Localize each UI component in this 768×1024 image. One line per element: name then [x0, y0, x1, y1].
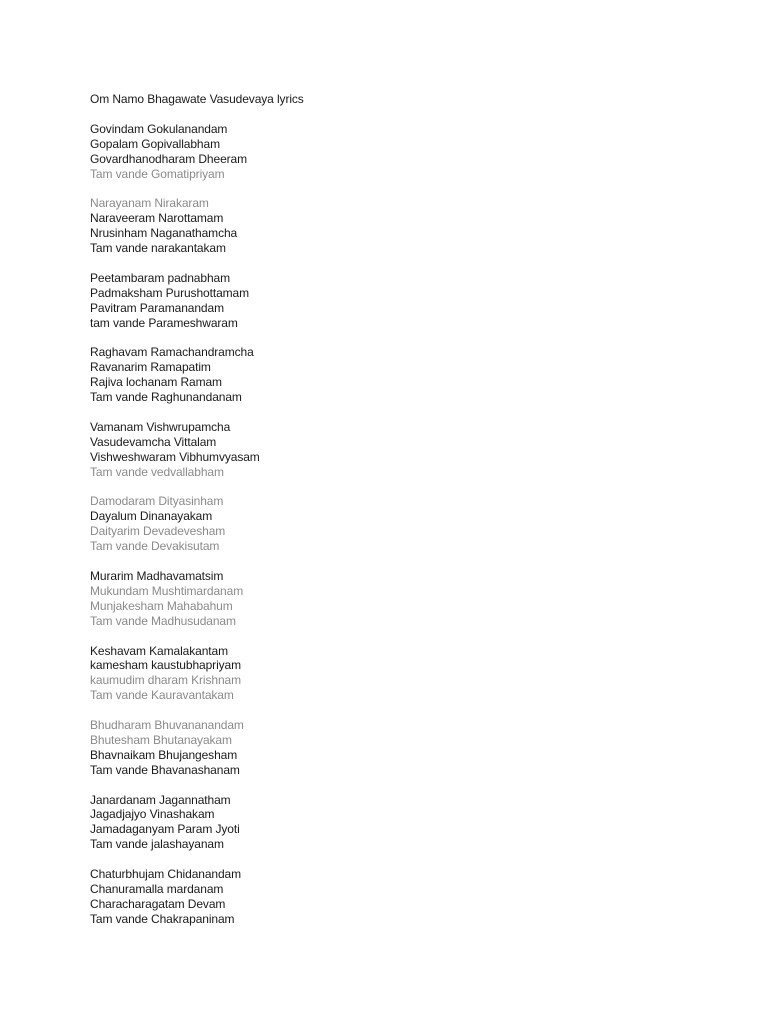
- lyric-line: Ravanarim Ramapatim: [90, 360, 211, 375]
- lyric-line: Tam vande jalashayanam: [90, 837, 224, 852]
- lyric-line: Narayanam Nirakaram: [90, 196, 209, 211]
- lyric-line: Tam vande vedvallabham: [90, 464, 224, 479]
- stanza: [90, 644, 730, 704]
- lyric-line: tam vande Parameshwaram: [90, 315, 238, 330]
- lyric-line: Vishweshwaram Vibhumvyasam: [90, 449, 260, 464]
- lyric-line: Tam vande Bhavanashanam: [90, 762, 240, 777]
- lyric-line: Daityarim Devadevesham: [90, 524, 226, 539]
- lyrics-document: [90, 92, 730, 942]
- lyric-line: Characharagatam Devam: [90, 896, 226, 911]
- lyric-line: Nrusinham Naganathamcha: [90, 226, 238, 241]
- lyric-line: Tam vande Chakrapaninam: [90, 911, 235, 926]
- lyric-line: Mukundam Mushtimardanam: [90, 583, 244, 598]
- lyric-line: Raghavam Ramachandramcha: [90, 345, 254, 360]
- lyric-line: Padmaksham Purushottamam: [90, 285, 250, 300]
- lyric-line: Tam vande Devakisutam: [90, 539, 220, 554]
- lyric-line: Pavitram Paramanandam: [90, 300, 224, 315]
- lyric-line: Tam vande narakantakam: [90, 241, 226, 256]
- stanza: [90, 867, 730, 927]
- lyric-line: Tam vande Kauravantakam: [90, 688, 234, 703]
- lyric-line: Jamadaganyam Param Jyoti: [90, 822, 240, 837]
- stanza: [90, 196, 730, 256]
- stanza: [90, 494, 730, 554]
- lyric-line: Govardhanodharam Dheeram: [90, 151, 248, 166]
- stanza: [90, 345, 730, 405]
- lyric-line: Tam vande Raghunandanam: [90, 390, 242, 405]
- lyric-line: Bhutesham Bhutanayakam: [90, 732, 232, 747]
- lyric-line: Peetambaram padnabham: [90, 270, 230, 285]
- lyric-line: Bhudharam Bhuvananandam: [90, 718, 244, 733]
- lyric-line: Naraveeram Narottamam: [90, 211, 224, 226]
- lyric-line: Chanuramalla mardanam: [90, 881, 224, 896]
- stanza: [90, 793, 730, 853]
- stanza: [90, 420, 730, 480]
- lyric-line: kaumudim dharam Krishnam: [90, 673, 241, 688]
- document-title: Om Namo Bhagawate Vasudevaya lyrics: [90, 92, 304, 106]
- lyric-line: Keshavam Kamalakantam: [90, 643, 228, 658]
- lyric-line: Rajiva lochanam Ramam: [90, 375, 222, 390]
- lyric-line: Govindam Gokulanandam: [90, 121, 228, 136]
- lyric-line: Vasudevamcha Vittalam: [90, 434, 217, 449]
- lyric-line: Dayalum Dinanayakam: [90, 509, 213, 524]
- lyric-line: Gopalam Gopivallabham: [90, 136, 220, 151]
- lyric-line: Janardanam Jagannatham: [90, 792, 231, 807]
- stanza-list: [90, 122, 730, 927]
- lyric-line: Chaturbhujam Chidanandam: [90, 867, 242, 882]
- lyric-line: Jagadjajyo Vinashakam: [90, 807, 215, 822]
- lyric-line: Tam vande Madhusudanam: [90, 613, 236, 628]
- stanza: [90, 122, 730, 182]
- lyric-line: Murarim Madhavamatsim: [90, 569, 224, 583]
- stanza: [90, 569, 730, 629]
- lyric-line: Tam vande Gomatipriyam: [90, 166, 225, 181]
- lyric-line: kamesham kaustubhapriyam: [90, 658, 242, 673]
- stanza: [90, 718, 730, 778]
- lyric-line: Bhavnaikam Bhujangesham: [90, 747, 238, 762]
- lyric-line: Vamanam Vishwrupamcha: [90, 419, 231, 434]
- lyric-line: Munjakesham Mahabahum: [90, 598, 233, 613]
- stanza: [90, 271, 730, 331]
- lyric-line: Damodaram Dityasinham: [90, 494, 224, 509]
